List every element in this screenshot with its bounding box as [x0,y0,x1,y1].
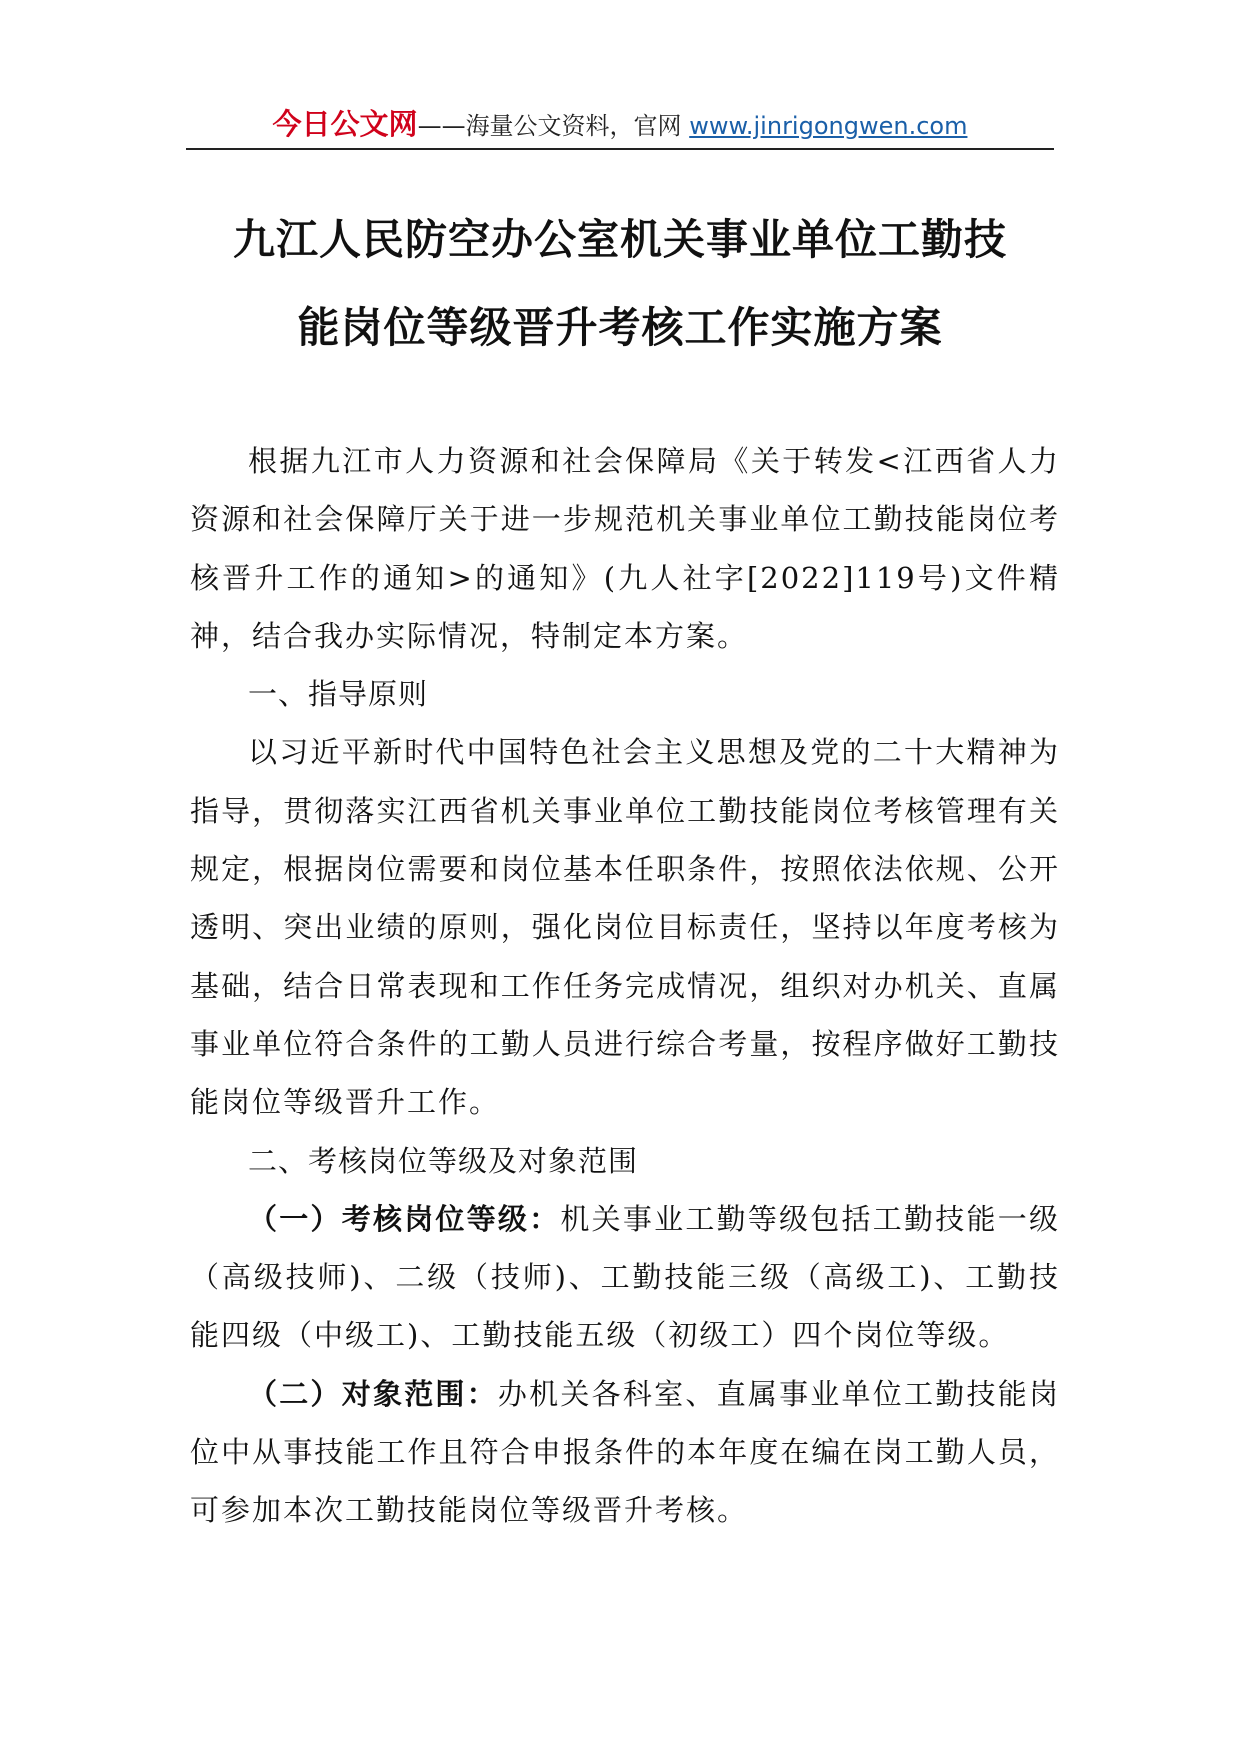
site-tagline: ——海量公文资料，官网 [417,112,690,140]
site-brand: 今日公文网 [272,107,418,141]
section-1-paragraph: 以习近平新时代中国特色社会主义思想及党的二十大精神为指导，贯彻落实江西省机关事业单位工勤技能岗位考核管理有关规定，根据岗位需要和岗位基本任职条件，按照依法依规、公开透明、突出业绩的原则，强化岗位目标责任，坚持以年度考核为基础，结合日常表现和工作任务完成情况，组织对办机关、直属事业单位符合条件的工勤人员进行综合考量，按程序做好工勤技能岗位等级晋升工作。 [190,735,1060,1120]
section-2-heading: 二、考核岗位等级及对象范围 [248,1143,639,1178]
site-url-link[interactable]: www.jinrigongwen.com [689,112,968,140]
item-1-body: 机关事业工勤等级包括工勤技能一级（高级技师)、二级（技师)、工勤技能三级（高级工)、工勤技能四级（中级工)、工勤技能五级（初级工）四个岗位等级。 [190,1201,1060,1353]
document-body [190,432,1060,1540]
intro-paragraph: 根据九江市人力资源和社会保障局《关于转发<江西省人力资源和社会保障厅关于进一步规范机关事业单位工勤技能岗位考核晋升工作的通知>的通知》(九人社字[2022]119号)文件精神，结合我办实际情况，特制定本方案。 [190,444,1060,653]
section-1-heading: 一、指导原则 [248,677,429,712]
item-1-lead: （一）考核岗位等级： [248,1201,561,1236]
item-1-paragraph [190,1190,1060,1365]
title-line-2: 能岗位等级晋升考核工作实施方案 [297,303,943,352]
title-line-1: 九江人民防空办公室机关事业单位工勤技 [232,215,1007,264]
item-2-paragraph [190,1365,1060,1540]
site-header [186,100,1054,150]
item-2-body: 办机关各科室、直属事业单位工勤技能岗位中从事技能工作且符合申报条件的本年度在编在岗工勤人员，可参加本次工勤技能岗位等级晋升考核。 [190,1376,1060,1528]
item-2-lead: （二）对象范围： [248,1376,498,1411]
document-title [150,196,1090,372]
